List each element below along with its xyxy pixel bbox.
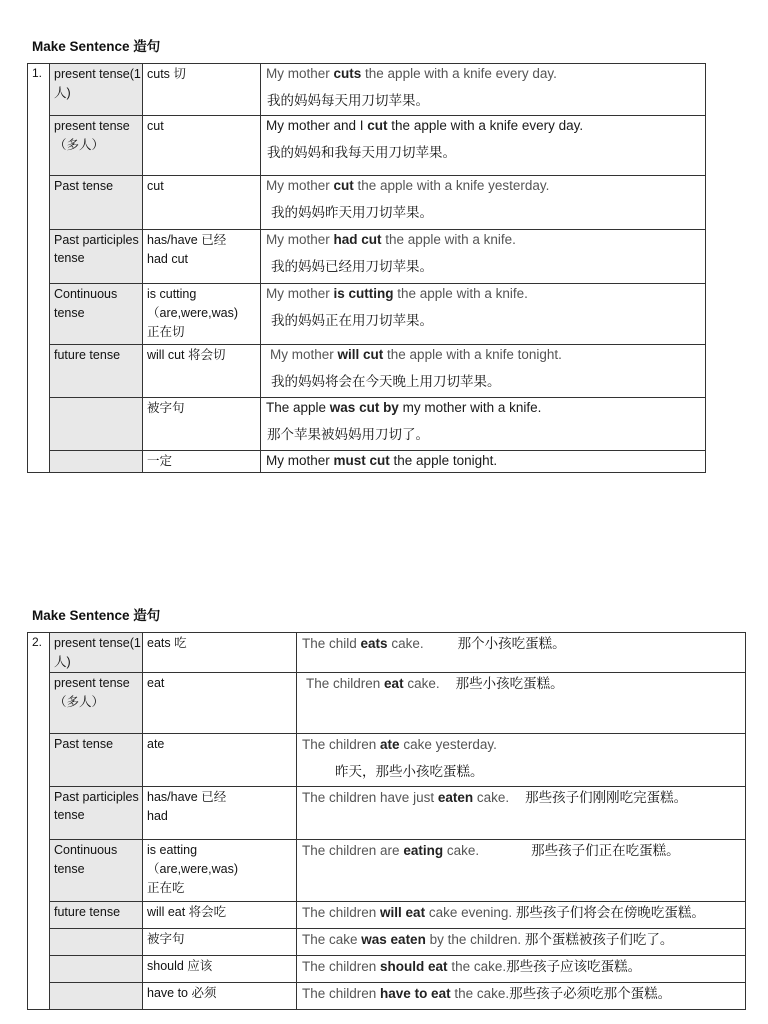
tense-cell xyxy=(50,956,143,983)
table-row xyxy=(28,956,746,983)
verb-line: 正在切 xyxy=(147,325,185,339)
verb-cell xyxy=(143,734,297,787)
table-row xyxy=(28,176,706,230)
example-cell xyxy=(261,64,706,116)
verb-cell xyxy=(143,673,297,734)
example-cell xyxy=(297,734,746,787)
chinese-sentence: 我的妈妈每天用刀切苹果。 xyxy=(267,93,429,108)
english-sentence: The cake was eaten by the children. 那个蛋糕被孩子们吃了。 xyxy=(302,932,674,947)
tense-cell: present tense（多人） xyxy=(50,673,143,734)
verb-line: （are,were,was) xyxy=(147,862,238,876)
chinese-sentence: 那个苹果被妈妈用刀切了。 xyxy=(267,427,429,442)
chinese-sentence: 那些小孩吃蛋糕。 xyxy=(455,676,564,691)
verb-line: （are,were,was) xyxy=(147,306,238,320)
english-sentence: My mother had cut the apple with a knife. xyxy=(266,232,516,247)
example-cell xyxy=(297,787,746,840)
english-sentence: My mother and I cut the apple with a knife every day. xyxy=(266,118,584,133)
table-row xyxy=(28,451,706,473)
verb-cell xyxy=(143,451,261,473)
table-row xyxy=(28,787,746,840)
tense-cell: Continuous tense xyxy=(50,840,143,902)
example-cell xyxy=(261,451,706,473)
table-row xyxy=(28,398,706,451)
tense-cell: Continuous tense xyxy=(50,284,143,345)
verb-cell xyxy=(143,345,261,398)
verb-cell xyxy=(143,983,297,1010)
verb-line: will eat 将会吃 xyxy=(147,905,227,919)
chinese-sentence: 那个小孩吃蛋糕。 xyxy=(457,636,566,651)
example-cell xyxy=(261,230,706,284)
verb-line: cut xyxy=(147,119,164,133)
tense-cell: Past tense xyxy=(50,734,143,787)
example-cell xyxy=(297,929,746,956)
example-cell xyxy=(297,840,746,902)
english-sentence: The children have to eat the cake.那些孩子必须吃那个蛋糕。 xyxy=(302,986,672,1001)
table-row xyxy=(28,840,746,902)
verb-cell xyxy=(143,64,261,116)
english-sentence: The apple was cut by my mother with a knife. xyxy=(266,400,542,415)
example-cell xyxy=(261,116,706,176)
verb-line: cuts 切 xyxy=(147,67,186,81)
chinese-sentence: 我的妈妈将会在今天晚上用刀切苹果。 xyxy=(271,374,501,389)
chinese-sentence: 我的妈妈正在用刀切苹果。 xyxy=(271,313,433,328)
english-sentence: The children will eat cake evening. 那些孩子们将会在傍晚吃蛋糕。 xyxy=(302,905,705,920)
verb-line: has/have 已经 xyxy=(147,790,227,804)
example-cell xyxy=(261,398,706,451)
verb-line: have to 必须 xyxy=(147,986,217,1000)
verb-line: will cut 将会切 xyxy=(147,348,226,362)
verb-line: eats 吃 xyxy=(147,636,187,650)
verb-line: is eatting xyxy=(147,843,198,857)
tense-cell: present tense(1 人) xyxy=(50,633,143,673)
english-sentence: The children should eat the cake.那些孩子应该吃蛋糕。 xyxy=(302,959,642,974)
verb-cell xyxy=(143,840,297,902)
tense-cell xyxy=(50,929,143,956)
tense-cell: Past participles tense xyxy=(50,787,143,840)
example-cell xyxy=(297,902,746,929)
example-cell xyxy=(261,345,706,398)
english-sentence: My mother must cut the apple tonight. xyxy=(266,453,498,468)
verb-line: has/have 已经 xyxy=(147,233,227,247)
example-cell xyxy=(261,284,706,345)
tense-cell: Past tense xyxy=(50,176,143,230)
chinese-sentence: 那些孩子们将会在傍晚吃蛋糕。 xyxy=(515,905,705,920)
verb-line: should 应该 xyxy=(147,959,213,973)
verb-line: had xyxy=(147,809,168,823)
example-cell xyxy=(297,983,746,1010)
table-row xyxy=(28,284,706,345)
section2-table xyxy=(27,632,746,1010)
chinese-sentence: 昨天，那些小孩吃蛋糕。 xyxy=(335,764,484,779)
table-row xyxy=(28,983,746,1010)
tense-cell: Past participles tense xyxy=(50,230,143,284)
table-row xyxy=(28,64,706,116)
verb-line: ate xyxy=(147,737,165,751)
english-sentence: My mother cut the apple with a knife yesterday. xyxy=(266,178,550,193)
verb-cell xyxy=(143,787,297,840)
verb-line: 一定 xyxy=(147,454,173,468)
verb-cell xyxy=(143,902,297,929)
tense-cell: future tense xyxy=(50,902,143,929)
tense-cell: future tense xyxy=(50,345,143,398)
verb-cell xyxy=(143,633,297,673)
verb-cell xyxy=(143,956,297,983)
tense-cell: present tense（多人） xyxy=(50,116,143,176)
example-cell xyxy=(261,176,706,230)
chinese-sentence: 那些孩子们刚刚吃完蛋糕。 xyxy=(525,790,688,805)
table-row xyxy=(28,673,746,734)
chinese-sentence: 那些孩子们正在吃蛋糕。 xyxy=(531,843,680,858)
example-cell xyxy=(297,956,746,983)
verb-line: is cutting xyxy=(147,287,197,301)
english-sentence: My mother will cut the apple with a knife tonight. xyxy=(270,347,562,362)
section1-table xyxy=(27,63,706,473)
tense-cell: present tense(1 人) xyxy=(50,64,143,116)
verb-cell xyxy=(143,230,261,284)
english-sentence: The children eat cake. 那些小孩吃蛋糕。 xyxy=(306,676,564,691)
verb-line: 被字句 xyxy=(147,932,185,946)
verb-line: had cut xyxy=(147,252,189,266)
section2-heading: Make Sentence 造句 xyxy=(32,608,161,623)
chinese-sentence: 我的妈妈已经用刀切苹果。 xyxy=(271,259,433,274)
english-sentence: The children ate cake yesterday. xyxy=(302,737,497,752)
verb-cell xyxy=(143,929,297,956)
verb-line: cut xyxy=(147,179,164,193)
english-sentence: My mother is cutting the apple with a knife. xyxy=(266,286,528,301)
verb-cell xyxy=(143,398,261,451)
section1-heading: Make Sentence 造句 xyxy=(32,39,161,54)
tense-cell xyxy=(50,451,143,473)
english-sentence: The children are eating cake. 那些孩子们正在吃蛋糕。 xyxy=(302,843,680,858)
table-row xyxy=(28,929,746,956)
english-sentence: The child eats cake. 那个小孩吃蛋糕。 xyxy=(302,636,566,651)
verb-line: eat xyxy=(147,676,165,690)
verb-cell xyxy=(143,284,261,345)
tense-cell xyxy=(50,398,143,451)
english-sentence: The children have just eaten cake. 那些孩子们刚刚吃完蛋糕。 xyxy=(302,790,688,805)
table-row xyxy=(28,230,706,284)
table-row xyxy=(28,902,746,929)
tense-cell xyxy=(50,983,143,1010)
section-number: 2. xyxy=(28,633,50,1010)
section-number: 1. xyxy=(28,64,50,473)
english-sentence: My mother cuts the apple with a knife every day. xyxy=(266,66,557,81)
verb-cell xyxy=(143,176,261,230)
example-cell xyxy=(297,673,746,734)
chinese-sentence: 那个蛋糕被孩子们吃了。 xyxy=(524,932,674,947)
verb-cell xyxy=(143,116,261,176)
verb-line: 正在吃 xyxy=(147,881,185,895)
chinese-sentence: 我的妈妈和我每天用刀切苹果。 xyxy=(267,145,456,160)
chinese-sentence: 那些孩子必须吃那个蛋糕。 xyxy=(509,986,672,1001)
example-cell xyxy=(297,633,746,673)
chinese-sentence: 我的妈妈昨天用刀切苹果。 xyxy=(271,205,433,220)
chinese-sentence: 那些孩子应该吃蛋糕。 xyxy=(506,959,642,974)
table-row xyxy=(28,116,706,176)
table-row xyxy=(28,345,706,398)
table-row xyxy=(28,734,746,787)
verb-line: 被字句 xyxy=(147,401,185,415)
table-row xyxy=(28,633,746,673)
